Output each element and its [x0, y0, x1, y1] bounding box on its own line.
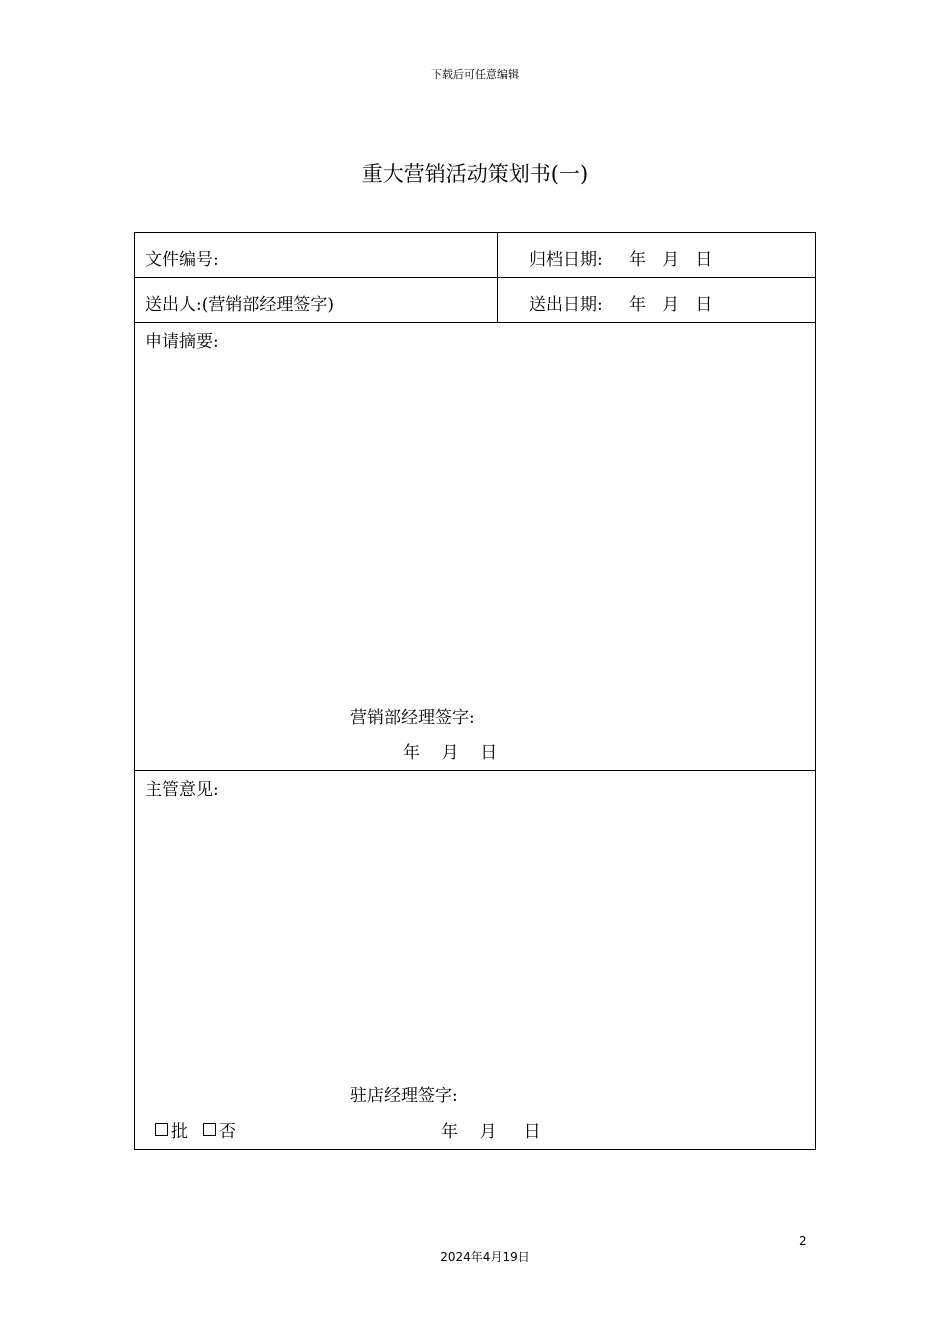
summary-label: 申请摘要: [145, 332, 219, 352]
store-signature-date[interactable]: 年 月 日 [441, 1122, 541, 1142]
document-title: 重大营销活动策划书(一) [361, 162, 589, 186]
reject-option[interactable] [203, 1117, 236, 1142]
application-summary-section[interactable] [135, 323, 815, 771]
approve-checkbox[interactable] [155, 1123, 168, 1136]
approve-label: 批 [171, 1122, 188, 1142]
send-date-label: 送出日期: [529, 295, 603, 315]
archive-date-field[interactable]: 年 月 日 [629, 250, 713, 270]
send-date-field[interactable]: 年 月 日 [629, 295, 713, 315]
reject-checkbox[interactable] [203, 1123, 216, 1136]
application-form-table [134, 232, 816, 1150]
page-number: 2 [799, 1234, 807, 1248]
reject-label: 否 [219, 1122, 236, 1142]
file-number-label: 文件编号: [145, 250, 219, 270]
file-number-row [135, 233, 815, 278]
header-note: 下载后可任意编辑 [431, 68, 519, 81]
supervisor-opinion-section[interactable] [135, 771, 815, 1149]
marketing-manager-signature-label: 营销部经理签字: [350, 708, 475, 728]
archive-date-label: 归档日期: [529, 250, 603, 270]
marketing-signature-date[interactable]: 年 月 日 [403, 743, 498, 763]
store-manager-signature-label: 驻店经理签字: [350, 1086, 458, 1106]
sender-row [135, 278, 815, 323]
sender-label: 送出人:(营销部经理签字) [145, 295, 334, 315]
approve-option[interactable] [155, 1117, 188, 1142]
supervisor-opinion-label: 主管意见: [145, 780, 219, 800]
footer-date: 2024年4月19日 [440, 1250, 530, 1264]
